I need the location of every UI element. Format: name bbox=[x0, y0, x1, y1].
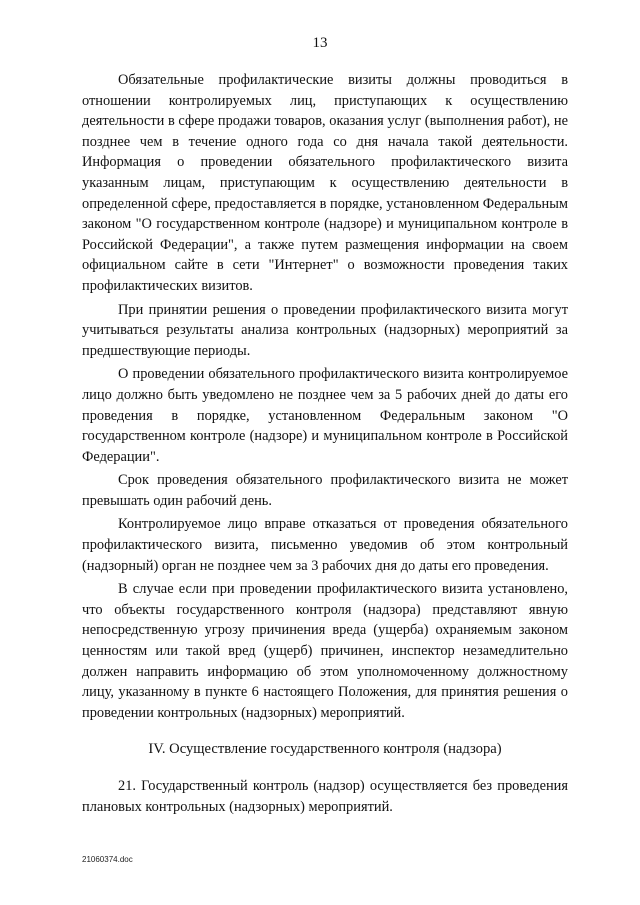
footer-filename: 21060374.doc bbox=[82, 855, 133, 864]
paragraph-refusal: Контролируемое лицо вправе отказаться от проведения обязательного профилактического визита, письменно уведомив об этом контрольный (надзорный) орган не позднее чем за 3 рабочих дня до даты его проведения. bbox=[82, 516, 568, 574]
paragraph-duration: Срок проведения обязательного профилактического визита не может превышать один рабочий день. bbox=[82, 472, 568, 509]
paragraph-clause-21: 21. Государственный контроль (надзор) осуществляется без проведения плановых контрольных (надзорных) мероприятий. bbox=[82, 778, 568, 815]
section-heading: IV. Осуществление государственного контроля (надзора) bbox=[148, 741, 502, 758]
document-body bbox=[82, 70, 568, 820]
page-number: 13 bbox=[312, 35, 328, 51]
paragraph-mandatory-visits: Обязательные профилактические визиты должны проводиться в отношении контролируемых лиц, приступающих к осуществлению деятельности в сфере продажи товаров, оказания услуг (выполнения работ), не позднее чем в течение одного года со дня начала такой деятельности. Информация о проведении обязательного профилактического визита указанным лицам, приступающим к осуществлению деятельности в определенной сфере, предоставляется в порядке, установленном Федеральным законом "О государственном контроле (надзоре) и муниципальном контроле в Российской Федерации", а также путем размещения информации на своем официальном сайте в сети "Интернет" о возможности проведения таких профилактических визитов. bbox=[82, 72, 568, 294]
paragraph-notification: О проведении обязательного профилактического визита контролируемое лицо должно быть уведомлено не позднее чем за 5 рабочих дней до даты его проведения в порядке, установленном Федеральным законом "О государственном контроле (надзоре) и муниципальном контроле в Российской Федерации". bbox=[82, 366, 568, 465]
paragraph-decision-analysis: При принятии решения о проведении профилактического визита могут учитываться результаты анализа контрольных (надзорных) мероприятий за предшествующие периоды. bbox=[82, 301, 568, 359]
paragraph-threat: В случае если при проведении профилактического визита установлено, что объекты государственного контроля (надзора) представляют явную непосредственную угрозу причинения вреда (ущерба) охраняемым законом ценностям или такой вред (ущерб) причинен, инспектор незамедлительно должен направить информацию об этом уполномоченному должностному лицу, указанному в пункте 6 настоящего Положения, для принятия решения о проведении контрольных (надзорных) мероприятий. bbox=[82, 581, 568, 721]
